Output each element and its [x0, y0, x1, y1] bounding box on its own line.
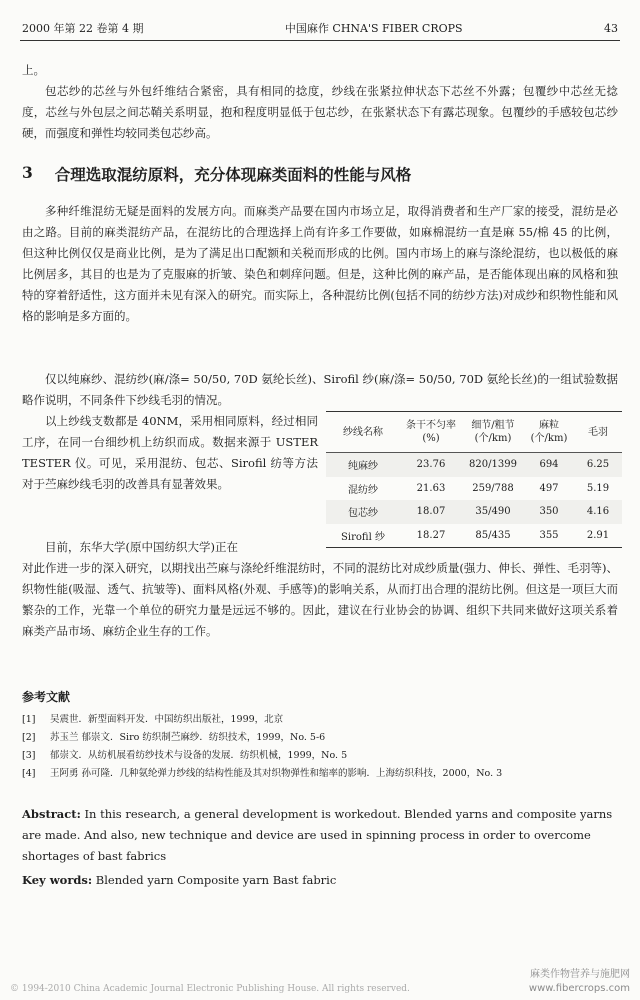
table-row: [326, 500, 622, 524]
table-cell: 21.63: [416, 482, 446, 494]
table-cell: 18.07: [416, 506, 446, 518]
table-cell: 355: [539, 529, 559, 541]
table-cell: 混纺纱: [348, 484, 378, 496]
table-header: [326, 412, 622, 453]
reference-number: [1]: [22, 714, 36, 725]
reference-number: [2]: [22, 732, 36, 743]
col-hairiness: 毛羽: [588, 426, 608, 438]
reference-number: [4]: [22, 768, 36, 779]
paragraph-test-data: 仅以纯麻纱、混纺纱(麻/涤= 50/50, 70D 氨纶长丝)、Sirofil 纱(麻/涤= 50/50, 70D 氨纶长丝)的一组试验数据略作说明，不同条件下纱线毛羽的情况。: [22, 372, 618, 407]
keywords: [22, 870, 618, 891]
table-cell: 18.27: [416, 529, 446, 541]
table-cell: 4.16: [586, 506, 610, 518]
paragraph-core-yarn: 包芯纱的芯丝与外包纤维结合紧密，具有相同的捻度，纱线在张紧拉伸状态下芯丝不外露；包覆纱中芯丝无捻度，芯丝与外包层之间芯鞘关系明显，抱和程度明显低于包芯纱，在张紧状态下有露芯现象。包覆纱的手感较包芯纱硬，而强度和弹性均较同类包芯纱高。: [22, 84, 618, 140]
header-rule: [20, 40, 620, 41]
watermark-url: www.fibercrops.com: [528, 983, 630, 994]
paragraph-blending: 多种纤维混纺无疑是面料的发展方向。而麻类产品要在国内市场立足，取得消费者和生产厂家的接受，混纺是必由之路。目前的麻类混纺产品，在混纺比的合理选择上尚有许多工作要做，如麻棉混纺一直是麻 55/棉 45 的比例，但这种比例仅仅是商业比例，是为了满足出口配额和关税而形成的比例。国内市场上的麻与涤纶混纺，也以极低的麻比例居多，其目的也是为了克服麻的折皱、染色和刺痒问题。但是，这种比例的麻产品，是否能体现出麻的风格和独特的穿着舒适性，这方面并未见有深入的研究。而实际上，各种混纺比例(包括不同的纺纱方法)对成纱和织物性能和风格的影响是多方面的。: [22, 204, 618, 323]
table-cell: 259/788: [472, 482, 514, 494]
reference-item: [22, 748, 347, 764]
references-title: 参考文献: [22, 690, 71, 704]
table-cell: 5.19: [586, 482, 610, 494]
table-row: [326, 453, 622, 477]
header-journal: 中国麻作 CHNA'S FIBER CROPS: [284, 22, 463, 35]
section-title: 合理选取混纺原料，充分体现麻类面料的性能与风格: [54, 165, 412, 184]
reference-text: 苏玉兰 郁崇文．Siro 纺织制苎麻纱．纺织技术，1999，No. 5-6: [50, 732, 326, 743]
table-cell: 纯麻纱: [348, 461, 378, 473]
copyright-footer: © 1994-2010 China Academic Journal Electronic Publishing House. All rights reserved.: [10, 984, 410, 994]
table-cell: 694: [539, 459, 559, 471]
paragraph-yarn-count: 以上纱线支数都是 40NM，采用相同原料，经过相同工序，在同一台细纱机上纺织而成。数据来源于 USTER TESTER 仪。可见，采用混纺、包芯、Sirofil 纺等方法对于苎麻纱线毛羽的改善具有显著效果。: [22, 414, 318, 491]
header-issue: 2000 年第 22 卷第 4 期: [22, 22, 144, 35]
col-yarn-name: 纱线名称: [343, 426, 383, 438]
col-neps: 麻粒 (个/km): [530, 420, 568, 444]
table-row: [326, 524, 622, 548]
table-cell: 包芯纱: [348, 508, 378, 520]
table-cell: 23.76: [416, 459, 446, 471]
reference-text: 郁崇文．从纺机展看纺纱技术与设备的发展．纺织机械，1999，No. 5: [50, 750, 348, 761]
table-row: [326, 477, 622, 501]
table-cell: 85/435: [475, 529, 511, 541]
watermark-title: 麻类作物营养与施肥网: [530, 969, 630, 980]
reference-text: 吴震世．新型面料开发．中国纺织出版社，1999，北京: [50, 714, 284, 725]
paragraph-research-head: 目前，东华大学(原中国纺织大学)正在: [45, 540, 238, 554]
table-cell: 2.91: [586, 529, 610, 541]
reference-item: [22, 730, 325, 746]
keywords-text: Blended yarn Composite yarn Bast fabric: [92, 873, 337, 887]
continued-line: 上。: [22, 63, 45, 77]
table-cell: 35/490: [475, 506, 511, 518]
table-cell: 350: [539, 506, 559, 518]
table-cell: 6.25: [586, 459, 610, 471]
section-number: 3: [22, 163, 33, 182]
reference-number: [3]: [22, 750, 36, 761]
reference-item: [22, 766, 502, 782]
reference-text: 王阿勇 孙可隆．几种氨纶弹力纱线的结构性能及其对织物弹性和缩率的影响．上海纺织科技，2000，No. 3: [50, 768, 503, 779]
abstract-label: Abstract:: [22, 807, 81, 821]
abstract: [22, 804, 618, 867]
keywords-label: Key words:: [22, 873, 93, 887]
table-cell: 497: [539, 482, 559, 494]
table-cell: 820/1399: [469, 459, 517, 471]
table-cell: Sirofil 纱: [341, 531, 385, 543]
page-header: [22, 18, 618, 38]
hairiness-table: [326, 411, 622, 548]
site-watermark: [529, 968, 630, 996]
abstract-text: In this research, a general development is workedout. Blended yarns and composite yarns are made. And also, new technique and device are used in spinning process in order to overcome shortages of bast fabrics: [22, 807, 613, 863]
col-unevenness: 条干不匀率 (%): [406, 420, 456, 444]
header-page-number: 43: [603, 21, 618, 35]
section-heading: [22, 163, 411, 185]
paragraph-research-tail: 对此作进一步的深入研究，以期找出苎麻与涤纶纤维混纺时，不同的混纺比对成纱质量(强力、伸长、弹性、毛羽等)、织物性能(吸湿、透气、抗皱等)、面料风格(外观、手感等)的影响关系，从而打出合理的混纺比例。但这是一项巨大而繁杂的工作，光靠一个单位的研究力量是远远不够的。因此，建议在行业协会的协调、组织下共同来做好这项关系着麻类产品市场、麻纺企业生存的工作。: [22, 561, 618, 638]
col-thin-thick: 细节/粗节 (个/km): [471, 420, 515, 444]
reference-item: [22, 712, 283, 728]
